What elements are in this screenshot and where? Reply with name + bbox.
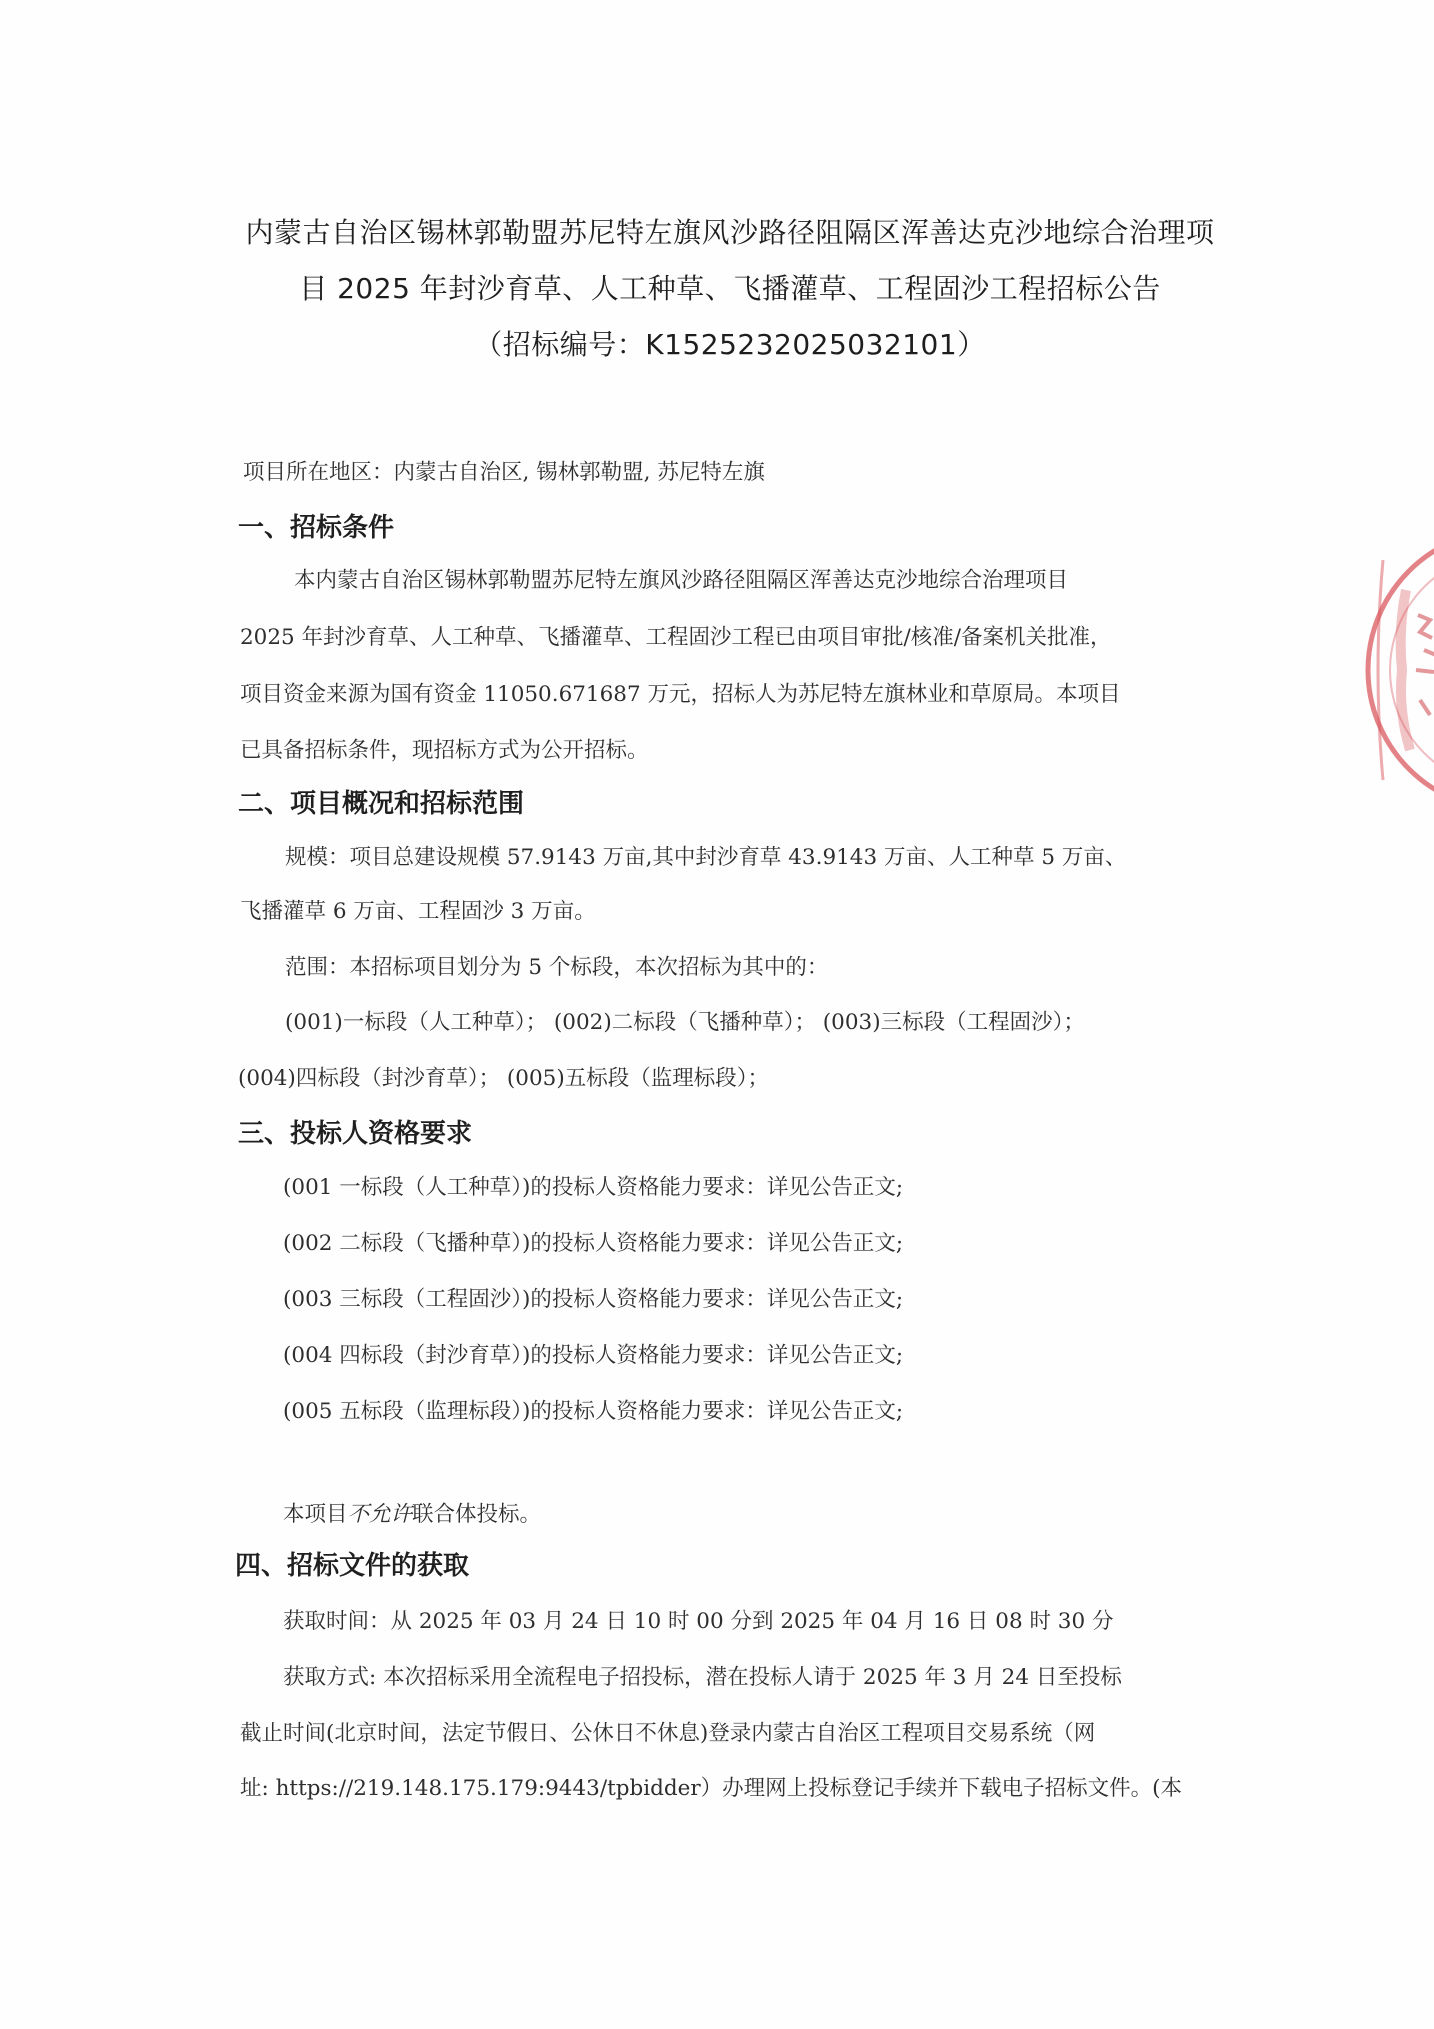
qualification-item: (001 一标段（人工种草）)的投标人资格能力要求：详见公告正文; xyxy=(283,1175,904,1200)
acquisition-time: 获取时间：从 2025 年 03 月 24 日 10 时 00 分到 2025 年 04 月 16 日 08 时 30 分 xyxy=(283,1609,1114,1634)
section-3-heading: 三、投标人资格要求 xyxy=(238,1119,473,1149)
lots-line-2: (004)四标段（封沙育草）； (005)五标段（监理标段）； xyxy=(238,1066,769,1091)
title-line-3: （招标编号：K1525232025032101） xyxy=(474,328,986,361)
document-title xyxy=(230,205,1230,373)
qualification-item: (003 三标段（工程固沙）)的投标人资格能力要求：详见公告正文; xyxy=(283,1287,904,1312)
acquisition-method-line: 截止时间(北京时间，法定节假日、公休日不休息)登录内蒙古自治区工程项目交易系统（网 xyxy=(240,1721,1096,1746)
section-1-paragraph-line: 已具备招标条件，现招标方式为公开招标。 xyxy=(240,738,649,763)
consortium-statement xyxy=(283,1497,541,1528)
section-1-paragraph-line: 2025 年封沙育草、人工种草、飞播灌草、工程固沙工程已由项目审批/核准/备案机关批准， xyxy=(240,625,1112,650)
red-seal-stamp-icon xyxy=(1358,520,1434,820)
section-2-heading: 二、项目概况和招标范围 xyxy=(238,789,525,819)
section-1-heading: 一、招标条件 xyxy=(238,513,395,543)
acquisition-method-line: 获取方式: 本次招标采用全流程电子招投标，潜在投标人请于 2025 年 3 月 24 日至投标 xyxy=(283,1665,1122,1690)
consortium-suffix: 联合体投标。 xyxy=(412,1502,542,1527)
range-line: 范围：本招标项目划分为 5 个标段，本次招标为其中的： xyxy=(285,955,829,980)
title-line-1: 内蒙古自治区锡林郭勒盟苏尼特左旗风沙路径阻隔区浑善达克沙地综合治理项 xyxy=(245,216,1215,249)
qualification-item: (005 五标段（监理标段）)的投标人资格能力要求：详见公告正文; xyxy=(283,1399,904,1424)
project-region: 项目所在地区：内蒙古自治区, 锡林郭勒盟, 苏尼特左旗 xyxy=(243,460,765,485)
qualification-item: (004 四标段（封沙育草）)的投标人资格能力要求：详见公告正文; xyxy=(283,1343,904,1368)
section-1-paragraph-line: 项目资金来源为国有资金 11050.671687 万元，招标人为苏尼特左旗林业和草原局。本项目 xyxy=(240,682,1121,707)
consortium-not-allowed: 不允许 xyxy=(347,1502,413,1527)
section-1-paragraph-line: 本内蒙古自治区锡林郭勒盟苏尼特左旗风沙路径阻隔区浑善达克沙地综合治理项目 xyxy=(294,568,1069,593)
scale-line-1: 规模：项目总建设规模 57.9143 万亩,其中封沙育草 43.9143 万亩、人工种草 5 万亩、 xyxy=(285,845,1127,870)
scale-line-2: 飞播灌草 6 万亩、工程固沙 3 万亩。 xyxy=(240,899,596,924)
qualification-item: (002 二标段（飞播种草）)的投标人资格能力要求：详见公告正文; xyxy=(283,1231,904,1256)
lots-line-1: (001)一标段（人工种草）； (002)二标段（飞播种草）； (003)三标段（工程固沙）； xyxy=(285,1010,1085,1035)
title-line-2: 目 2025 年封沙育草、人工种草、飞播灌草、工程固沙工程招标公告 xyxy=(299,272,1161,305)
consortium-prefix: 本项目 xyxy=(283,1502,348,1527)
section-4-heading: 四、招标文件的获取 xyxy=(235,1551,470,1581)
acquisition-method-line: 址: https://219.148.175.179:9443/tpbidder）办理网上投标登记手续并下载电子招标文件。(本 xyxy=(240,1776,1183,1801)
